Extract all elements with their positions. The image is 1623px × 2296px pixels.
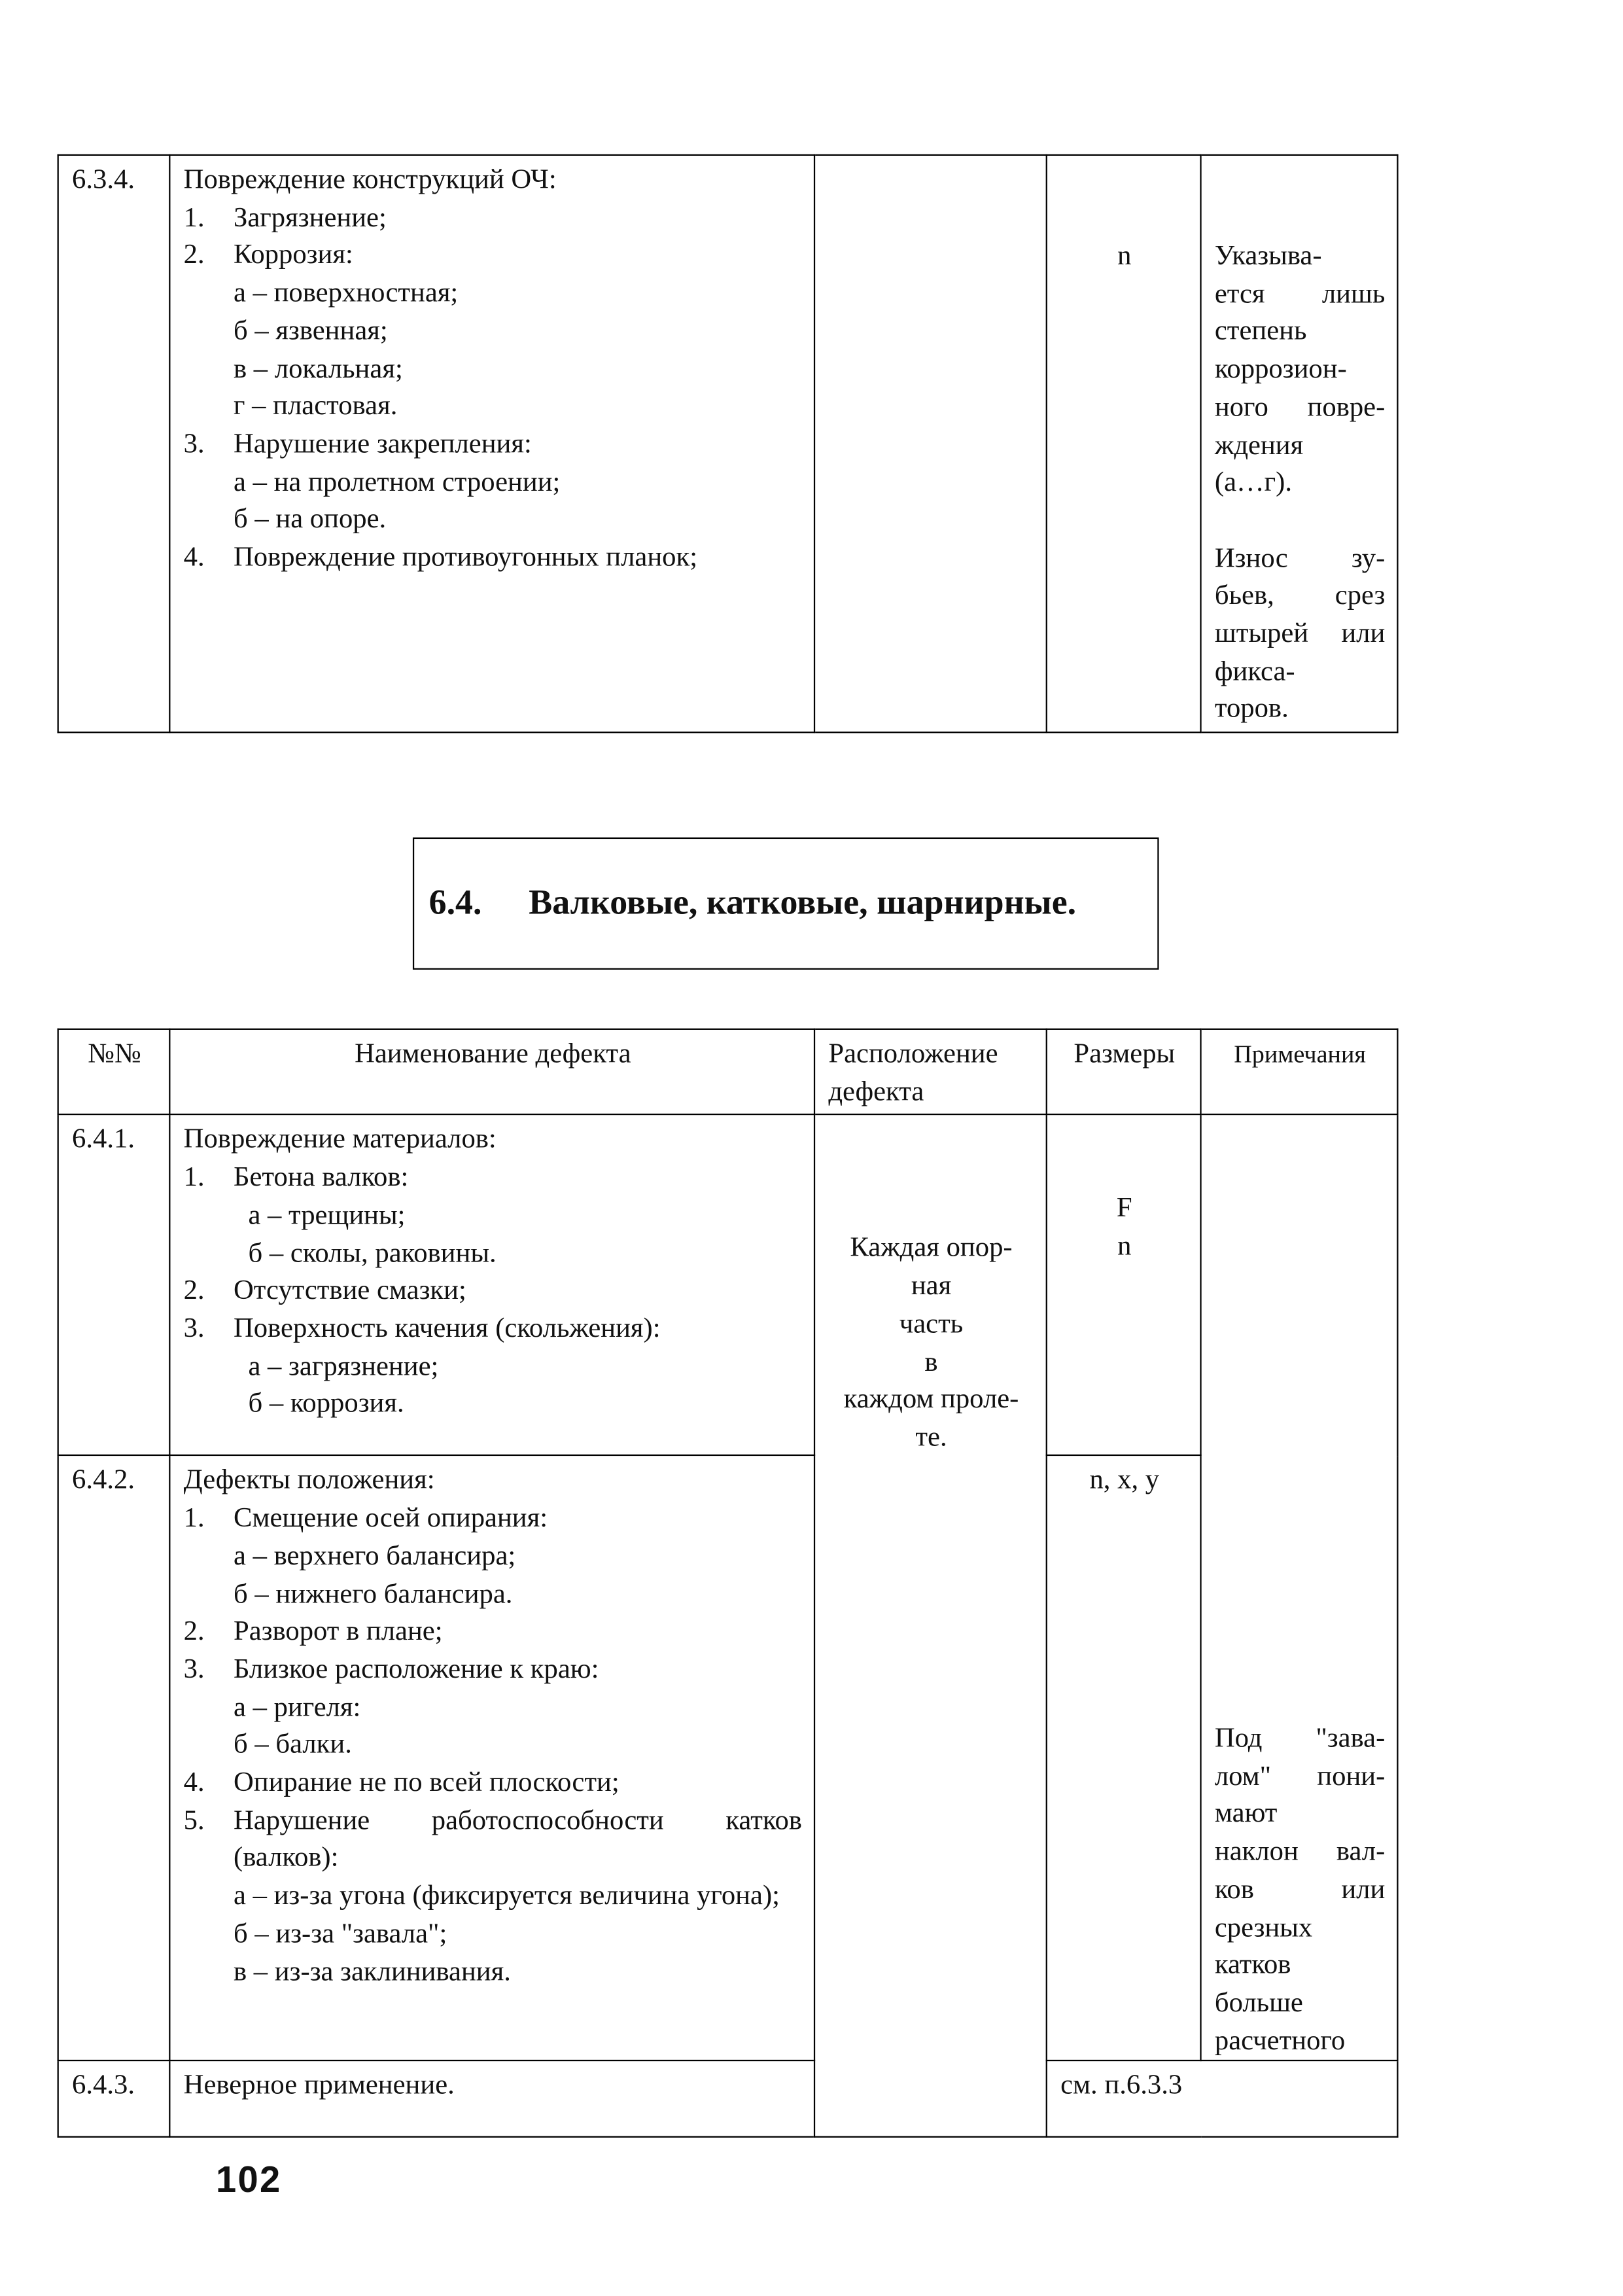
list-item: б – сколы, раковины.: [248, 1237, 497, 1269]
list-item-number: 1.: [183, 1162, 205, 1193]
section-number: 6.4.: [428, 883, 482, 922]
list-item: [184, 1651, 802, 1689]
defect-size-cell: [1047, 1115, 1201, 1456]
list-item-text: Близкое расположение к краю:: [234, 1654, 599, 1686]
list-item: [184, 1500, 802, 1538]
list-item: а – поверхностная;: [234, 277, 459, 309]
text-line: бьев, срез: [1214, 580, 1386, 612]
list-item-number: 2.: [183, 239, 205, 272]
defect-name-cell: [169, 1115, 814, 1456]
list-item: [184, 237, 802, 275]
defect-location-cell: [814, 1115, 1047, 2138]
list-item-text: Коррозия:: [234, 239, 353, 272]
defect-name-cell: [169, 1456, 814, 2061]
defect-note-cell: [1201, 1115, 1398, 2061]
list-item-text: Разворот в плане;: [234, 1616, 443, 1648]
list-item-text: Повреждение противоугонных планок;: [234, 542, 698, 573]
list-item-number: 4.: [183, 1767, 205, 1799]
list-item-number: 1.: [183, 202, 205, 234]
table-row: [58, 2061, 1398, 2138]
text-line: n: [1117, 1231, 1132, 1262]
list-item-text: Загрязнение;: [234, 202, 387, 234]
list-item: б – на опоре.: [234, 504, 387, 536]
list-item-number: 4.: [183, 542, 205, 573]
list-item-text: Нарушение закрепления:: [234, 429, 532, 460]
list-item: [184, 1765, 802, 1803]
list-item: [184, 200, 802, 238]
list-item: а – верхнего балансира;: [234, 1540, 516, 1572]
text-line: лом" пони-: [1214, 1761, 1386, 1792]
header-sizes: Размеры: [1047, 1029, 1201, 1115]
list-item: г – пластовая.: [234, 391, 398, 422]
list-item-number: 3.: [183, 1313, 205, 1345]
text-line: больше: [1214, 1987, 1303, 2019]
list-item-number: 5.: [183, 1805, 205, 1837]
list-item-text: Отсутствие смазки;: [234, 1275, 466, 1307]
table-row: [58, 155, 1398, 733]
defect-number: 6.3.4.: [58, 155, 170, 733]
text-line: (а…г).: [1214, 467, 1293, 499]
text-line: расчетного: [1214, 2025, 1346, 2057]
list-item: а – трещины;: [248, 1199, 406, 1231]
header-name: Наименование дефекта: [169, 1029, 814, 1115]
list-item: [184, 426, 802, 464]
text-line: ков или: [1214, 1874, 1386, 1905]
defects-table-6-3: [58, 154, 1399, 733]
defect-title: Повреждение материалов:: [183, 1124, 497, 1156]
defect-name-cell: [169, 155, 814, 733]
defect-number: 6.4.3.: [58, 2061, 170, 2138]
list-item-text: Поверхность качения (скольжения):: [234, 1313, 661, 1345]
location-text: [828, 1230, 1034, 1457]
list-item: [184, 1614, 802, 1651]
text-line: ется лишь: [1214, 278, 1386, 310]
list-item: [184, 1802, 802, 1877]
defect-number: 6.4.1.: [58, 1115, 170, 1456]
defect-name-cell: Неверное применение.: [169, 2061, 814, 2138]
list-item-number: 3.: [183, 1654, 205, 1686]
header-notes: Примечания: [1201, 1029, 1398, 1115]
list-item: [184, 1273, 802, 1311]
header-location: Расположение дефекта: [814, 1029, 1047, 1115]
section-title: Валковые, катковые, шарнирные.: [529, 883, 1077, 922]
list-item-number: 2.: [183, 1275, 205, 1307]
text-line: ная: [911, 1271, 952, 1302]
text-line: торов.: [1214, 694, 1289, 725]
defect-number: 6.4.2.: [58, 1456, 170, 2061]
list-item: б – нижнего балансира.: [234, 1578, 513, 1610]
size-values: [1060, 1191, 1188, 1266]
text-line: F: [1116, 1193, 1132, 1225]
page-number: 102: [216, 2159, 282, 2201]
list-item: б – из-за "завала";: [234, 1918, 447, 1950]
text-line: в: [924, 1346, 938, 1378]
list-item-number: 3.: [183, 429, 205, 460]
list-item: а – на пролетном строении;: [234, 467, 561, 498]
text-line: ждения: [1214, 429, 1304, 461]
defect-note-cell: [1201, 155, 1398, 733]
defect-size-cell: см. п.6.3.3: [1047, 2061, 1398, 2138]
text-line: срезных: [1214, 1912, 1313, 1943]
text-line: катков: [1214, 1950, 1291, 1981]
text-line: степень: [1214, 316, 1307, 347]
defect-title: Дефекты положения:: [183, 1465, 435, 1496]
table-header-row: [58, 1029, 1398, 1115]
text-line: каждом проле-: [843, 1384, 1019, 1415]
text-line: Износ зу-: [1214, 542, 1386, 574]
list-item: а – загрязнение;: [248, 1351, 439, 1382]
text-line: мают: [1214, 1799, 1278, 1830]
list-item: [184, 1311, 802, 1349]
text-line: Под "зава-: [1214, 1723, 1386, 1755]
defect-size-cell: n: [1047, 155, 1201, 733]
table-row: [58, 1115, 1398, 1456]
list-item-number: 1.: [183, 1503, 205, 1534]
list-item: в – из-за заклинивания.: [234, 1956, 511, 1987]
header-number: №№: [58, 1029, 170, 1115]
list-item-number: 2.: [183, 1616, 205, 1648]
text-line: фикса-: [1214, 656, 1295, 688]
text-line: те.: [915, 1422, 947, 1453]
text-line: часть: [899, 1309, 964, 1340]
defect-items-list: [184, 1159, 802, 1424]
text-line: штырей или: [1214, 618, 1386, 650]
defects-table-6-4: [58, 1029, 1399, 2138]
table-row: [58, 1456, 1398, 2061]
list-item: а – ригеля:: [234, 1691, 361, 1723]
defect-items-list: [184, 200, 802, 577]
list-item: а – из-за угона (фиксируется величина угона);: [234, 1881, 780, 1912]
list-item-text: Смещение осей опирания:: [234, 1503, 548, 1534]
note-text: [1215, 238, 1385, 503]
defect-size-cell: n, x, y: [1047, 1456, 1201, 2061]
list-item-text: Опирание не по всей плоскости;: [234, 1767, 620, 1799]
list-item: [184, 1159, 802, 1197]
text-line: ного повре-: [1214, 392, 1386, 423]
defect-title: Повреждение конструкций ОЧ:: [183, 164, 557, 196]
text-line: наклон вал-: [1214, 1837, 1386, 1868]
list-item: б – коррозия.: [248, 1388, 404, 1420]
note-text: [1215, 1720, 1385, 2060]
list-item: в – локальная;: [234, 353, 403, 385]
section-heading: [413, 838, 1159, 970]
note-text: [1215, 540, 1385, 729]
text-line: коррозион-: [1214, 354, 1347, 385]
defect-location-cell: [814, 155, 1047, 733]
list-item: б – язвенная;: [234, 315, 388, 347]
text-line: Каждая опор-: [850, 1233, 1013, 1264]
list-item: [184, 539, 802, 577]
defect-items-list: [184, 1500, 802, 1991]
list-item: б – балки.: [234, 1729, 352, 1761]
list-item-text: Нарушение работоспособности катков (валков):: [234, 1805, 802, 1874]
text-line: Указыва-: [1214, 241, 1322, 272]
list-item-text: Бетона валков:: [234, 1162, 409, 1193]
